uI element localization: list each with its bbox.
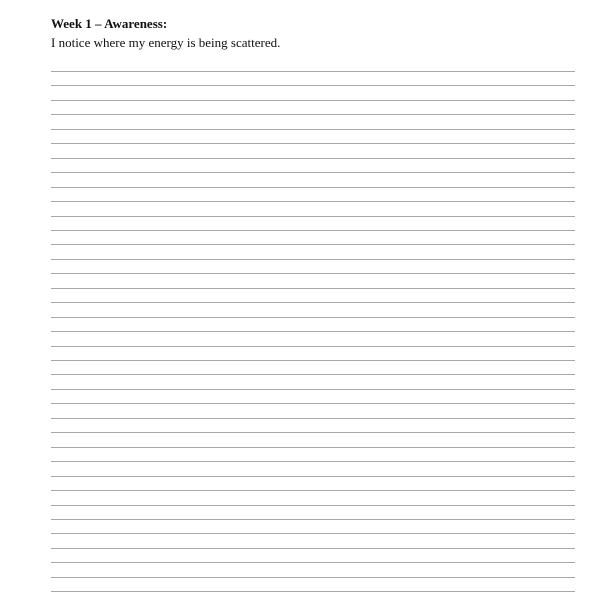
writing-line (51, 259, 575, 260)
writing-line (51, 476, 575, 477)
writing-line (51, 244, 575, 245)
writing-line (51, 85, 575, 86)
writing-line (51, 447, 575, 448)
writing-line (51, 519, 575, 520)
writing-line (51, 533, 575, 534)
writing-line (51, 346, 575, 347)
writing-line (51, 71, 575, 72)
writing-line (51, 577, 575, 578)
week-heading: Week 1 – Awareness: (51, 16, 168, 31)
writing-line (51, 187, 575, 188)
writing-line (51, 317, 575, 318)
writing-line (51, 360, 575, 361)
writing-line (51, 100, 575, 101)
writing-line (51, 302, 575, 303)
writing-line (51, 288, 575, 289)
writing-line (51, 562, 575, 563)
writing-line (51, 490, 575, 491)
writing-line (51, 374, 575, 375)
writing-line (51, 129, 575, 130)
writing-line (51, 114, 575, 115)
writing-line (51, 230, 575, 231)
writing-lines-area[interactable] (51, 71, 575, 600)
writing-line (51, 418, 575, 419)
writing-line (51, 143, 575, 144)
writing-line (51, 331, 575, 332)
writing-line (51, 216, 575, 217)
writing-line (51, 403, 575, 404)
awareness-prompt: I notice where my energy is being scattered. (51, 35, 281, 50)
writing-line (51, 461, 575, 462)
writing-line (51, 158, 575, 159)
writing-line (51, 201, 575, 202)
writing-line (51, 432, 575, 433)
writing-line (51, 389, 575, 390)
writing-line (51, 172, 575, 173)
writing-line (51, 273, 575, 274)
writing-line (51, 548, 575, 549)
writing-line (51, 591, 575, 592)
writing-line (51, 505, 575, 506)
